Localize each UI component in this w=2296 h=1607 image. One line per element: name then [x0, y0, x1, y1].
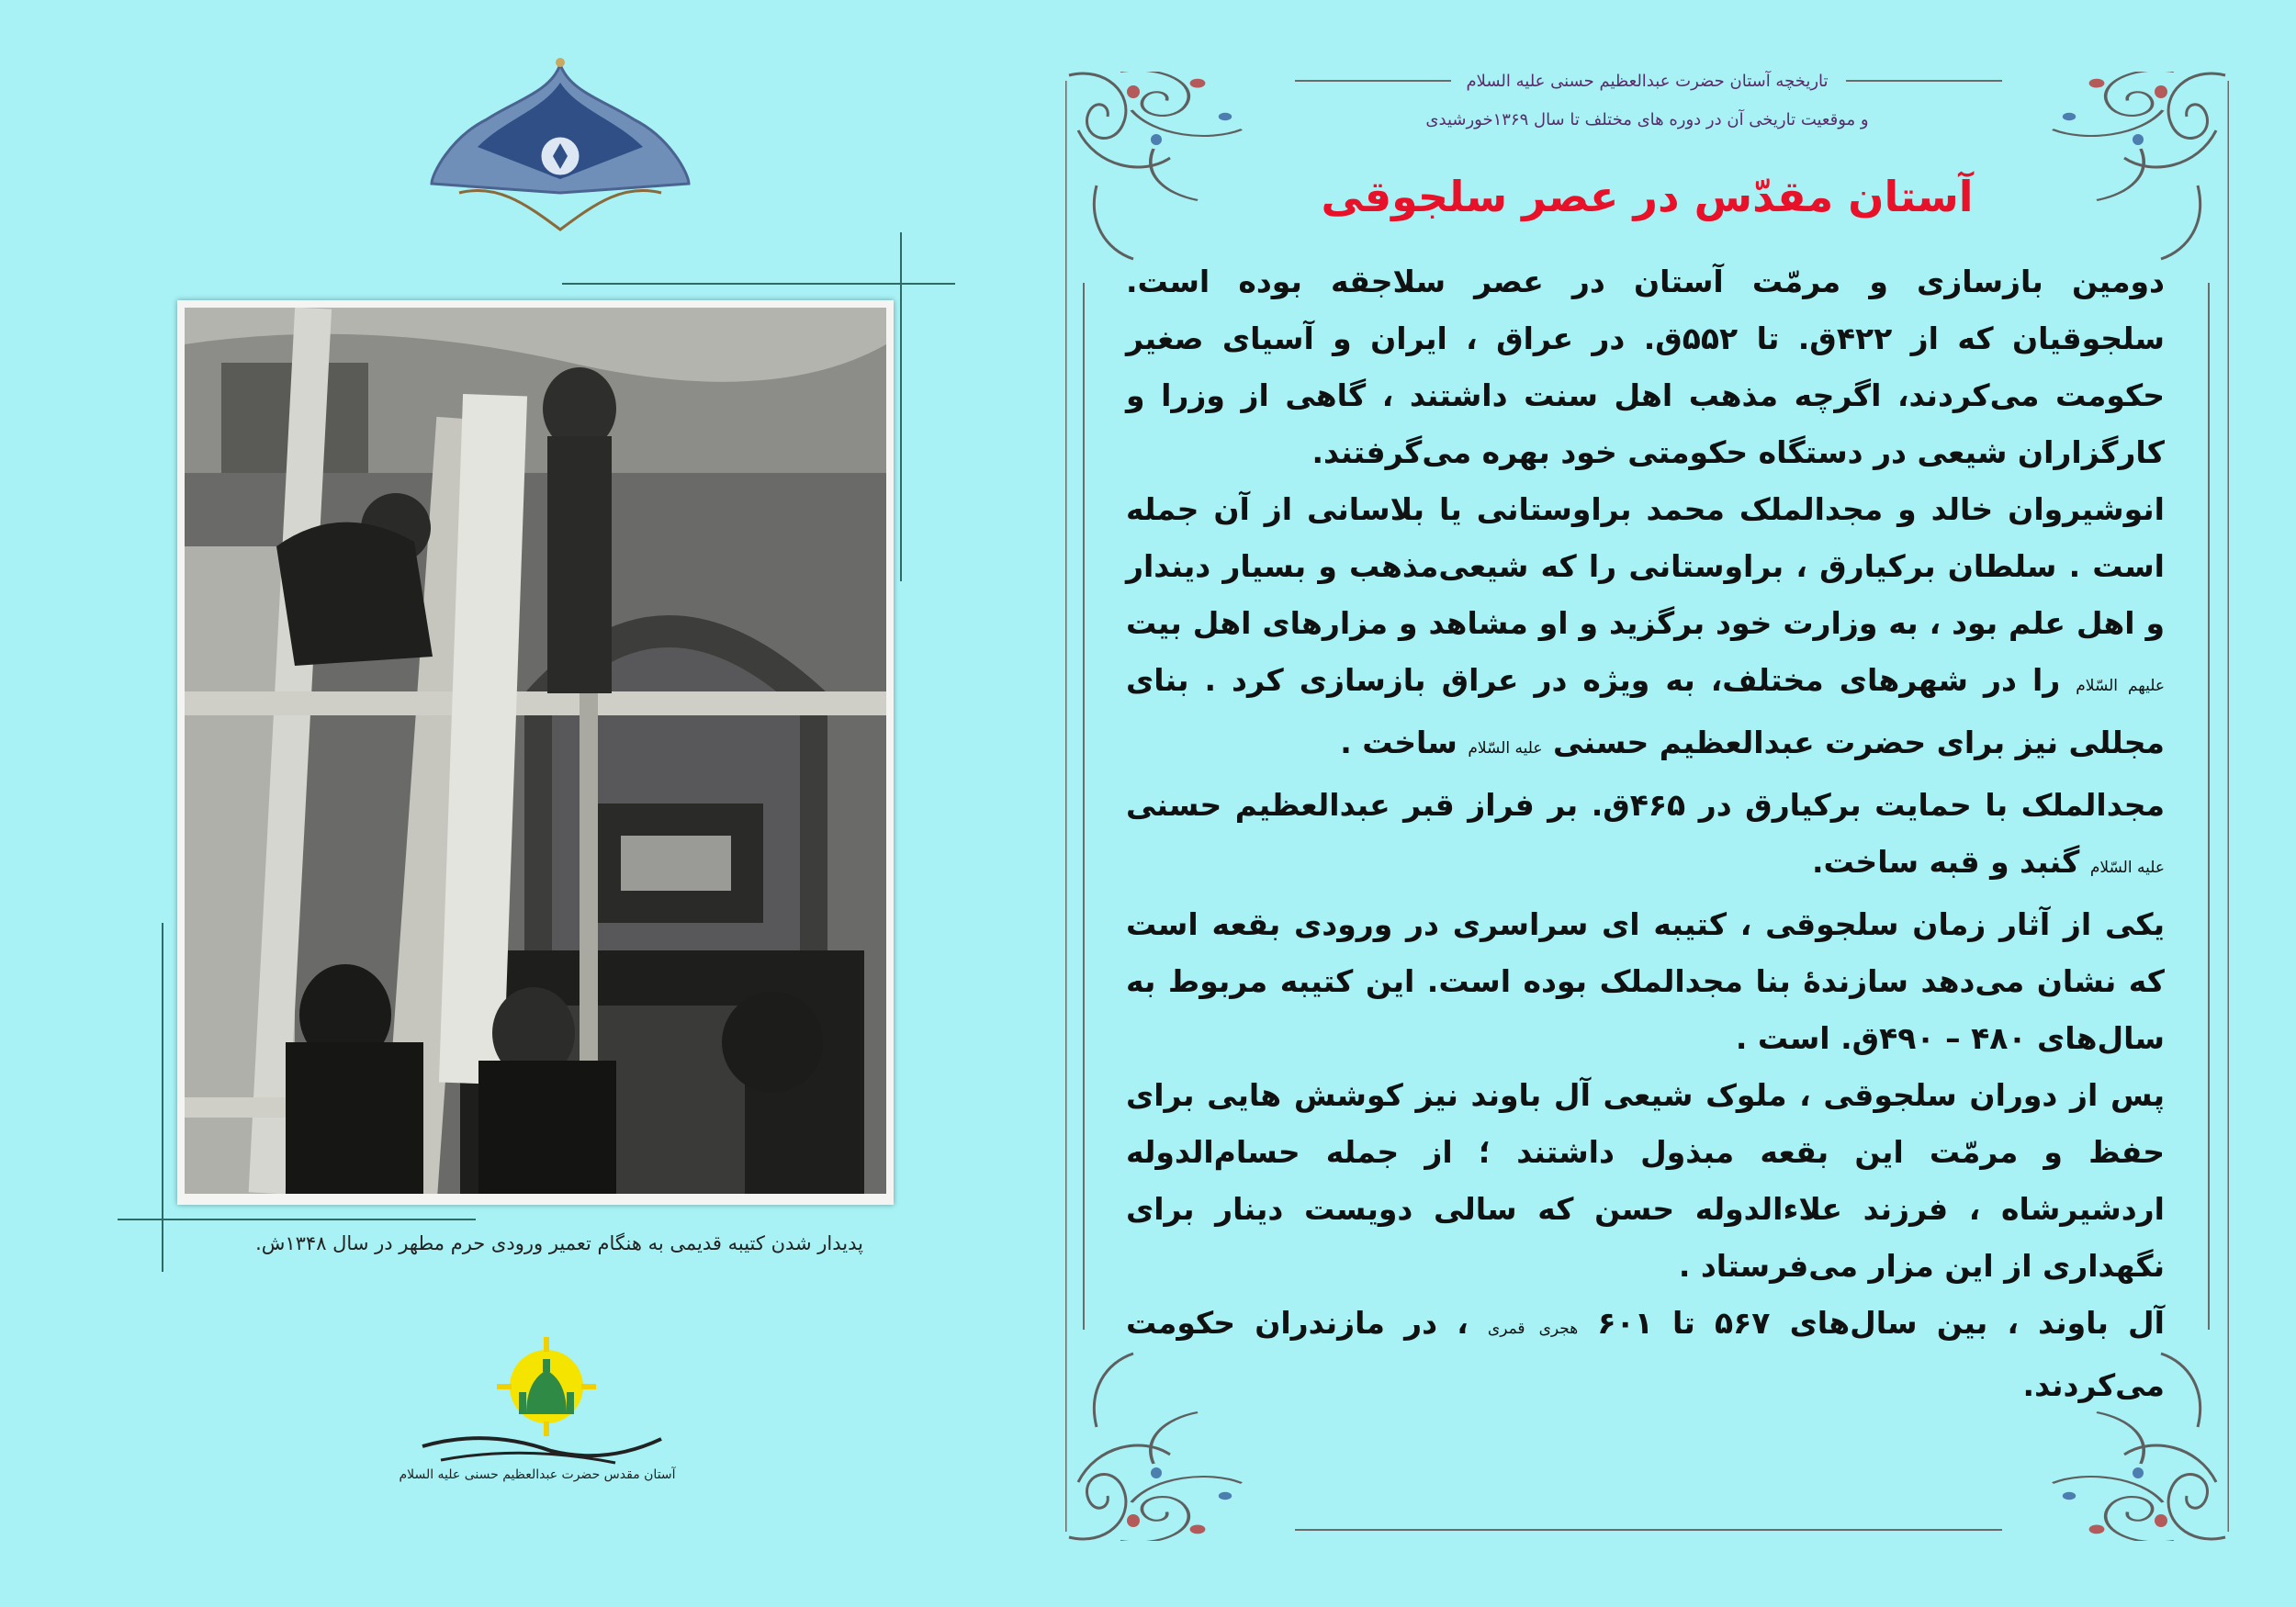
- shrine-logo: [386, 1336, 689, 1483]
- guide-line-vertical-bottom: [162, 923, 163, 1272]
- paragraph-4: یکی از آثار زمان سلجوقی ، کتیبه ای سراسری در ورودی بقعه است که نشان می‌دهد سازندهٔ بنا مجدالملک بوده است. این کتیبه مربوط به سال‌های ۴۸۰ – ۴۹۰ق. است .: [1126, 906, 2165, 1056]
- guide-line-horizontal-top: [562, 283, 955, 285]
- text-page: [1065, 72, 2229, 1541]
- paragraph-1: دومین بازسازی و مرمّت آستان در عصر سلاجقه بوده است. سلجوقیان که از ۴۲۲ق. تا ۵۵۲ق. در عراق ، ایران و آسیای صغیر حکومت می‌کردند، اگرچه مذهب اهل سنت داشتند ، گاهی از وزرا و کارگزاران شیعی در دستگاه حکومتی خود بهره می‌گرفتند.: [1126, 264, 2165, 470]
- paragraph-5: پس از دوران سلجوقی ، ملوک شیعی آل باوند نیز کوشش هایی برای حفظ و مرمّت این بقعه مبذول داشتند ؛ از جمله حسام‌الدوله اردشیرشاه ، فرزند علاءالدوله حسن که سالی دویست دینار برای نگهداری از این مزار می‌فرستاد .: [1126, 1077, 2165, 1284]
- page-title: آستان مقدّس در عصر سلجوقی: [1321, 172, 1974, 221]
- paragraph-2: انوشیروان خالد و مجدالملک محمد براوستانی یا بلاسانی از آن جمله است . سلطان برکیارق ، براوستانی را که شیعی‌مذهب و بسیار دیندار و اهل علم بود ، به وزارت خود برگزید و او مشاهد و مزارهای اهل بیت علیهم السّلام را در شهرهای مختلف، به ویژه در عراق بازسازی کرد . بنای مجللی نیز برای حضرت عبدالعظیم حسنی علیه السّلام ساخت .: [1126, 491, 2165, 760]
- historic-photo: [185, 308, 886, 1194]
- honorific: علیه السّلام: [1468, 739, 1543, 758]
- header-line-1: تاریخچه آستان حضرت عبدالعظیم حسنی علیه السلام: [1466, 72, 1829, 91]
- paragraph-3: مجدالملک با حمایت برکیارق در ۴۶۵ق. بر فراز قبر عبدالعظیم حسنی علیه السّلام گنبد و قبه ساخت.: [1126, 787, 2166, 880]
- guide-line-vertical-top: [900, 232, 902, 581]
- logo-text: آستان مقدس حضرت عبدالعظیم حسنی علیه السلام: [399, 1467, 676, 1482]
- body-text: [1126, 253, 2165, 1414]
- era-note: هجری قمری: [1487, 1320, 1579, 1338]
- historic-photo-frame: [177, 300, 894, 1205]
- photo-caption: پدیدار شدن کتیبه قدیمی به هنگام تعمیر ورودی حرم مطهر در سال ۱۳۴۸ش.: [255, 1232, 863, 1254]
- header-line-2: و موقعیت تاریخی آن در دوره های مختلف تا سال ۱۳۶۹خورشیدی: [1425, 110, 1869, 129]
- title-block: [1322, 160, 1972, 233]
- honorific: علیهم السّلام: [2076, 677, 2165, 695]
- honorific: علیه السّلام: [2089, 859, 2165, 877]
- top-ornament: [422, 55, 698, 239]
- paragraph-6: آل باوند ، بین سال‌های ۵۶۷ تا ۶۰۱ هجری قمری ، در مازندران حکومت می‌کردند.: [1126, 1305, 2165, 1403]
- guide-line-horizontal-bottom: [118, 1219, 476, 1220]
